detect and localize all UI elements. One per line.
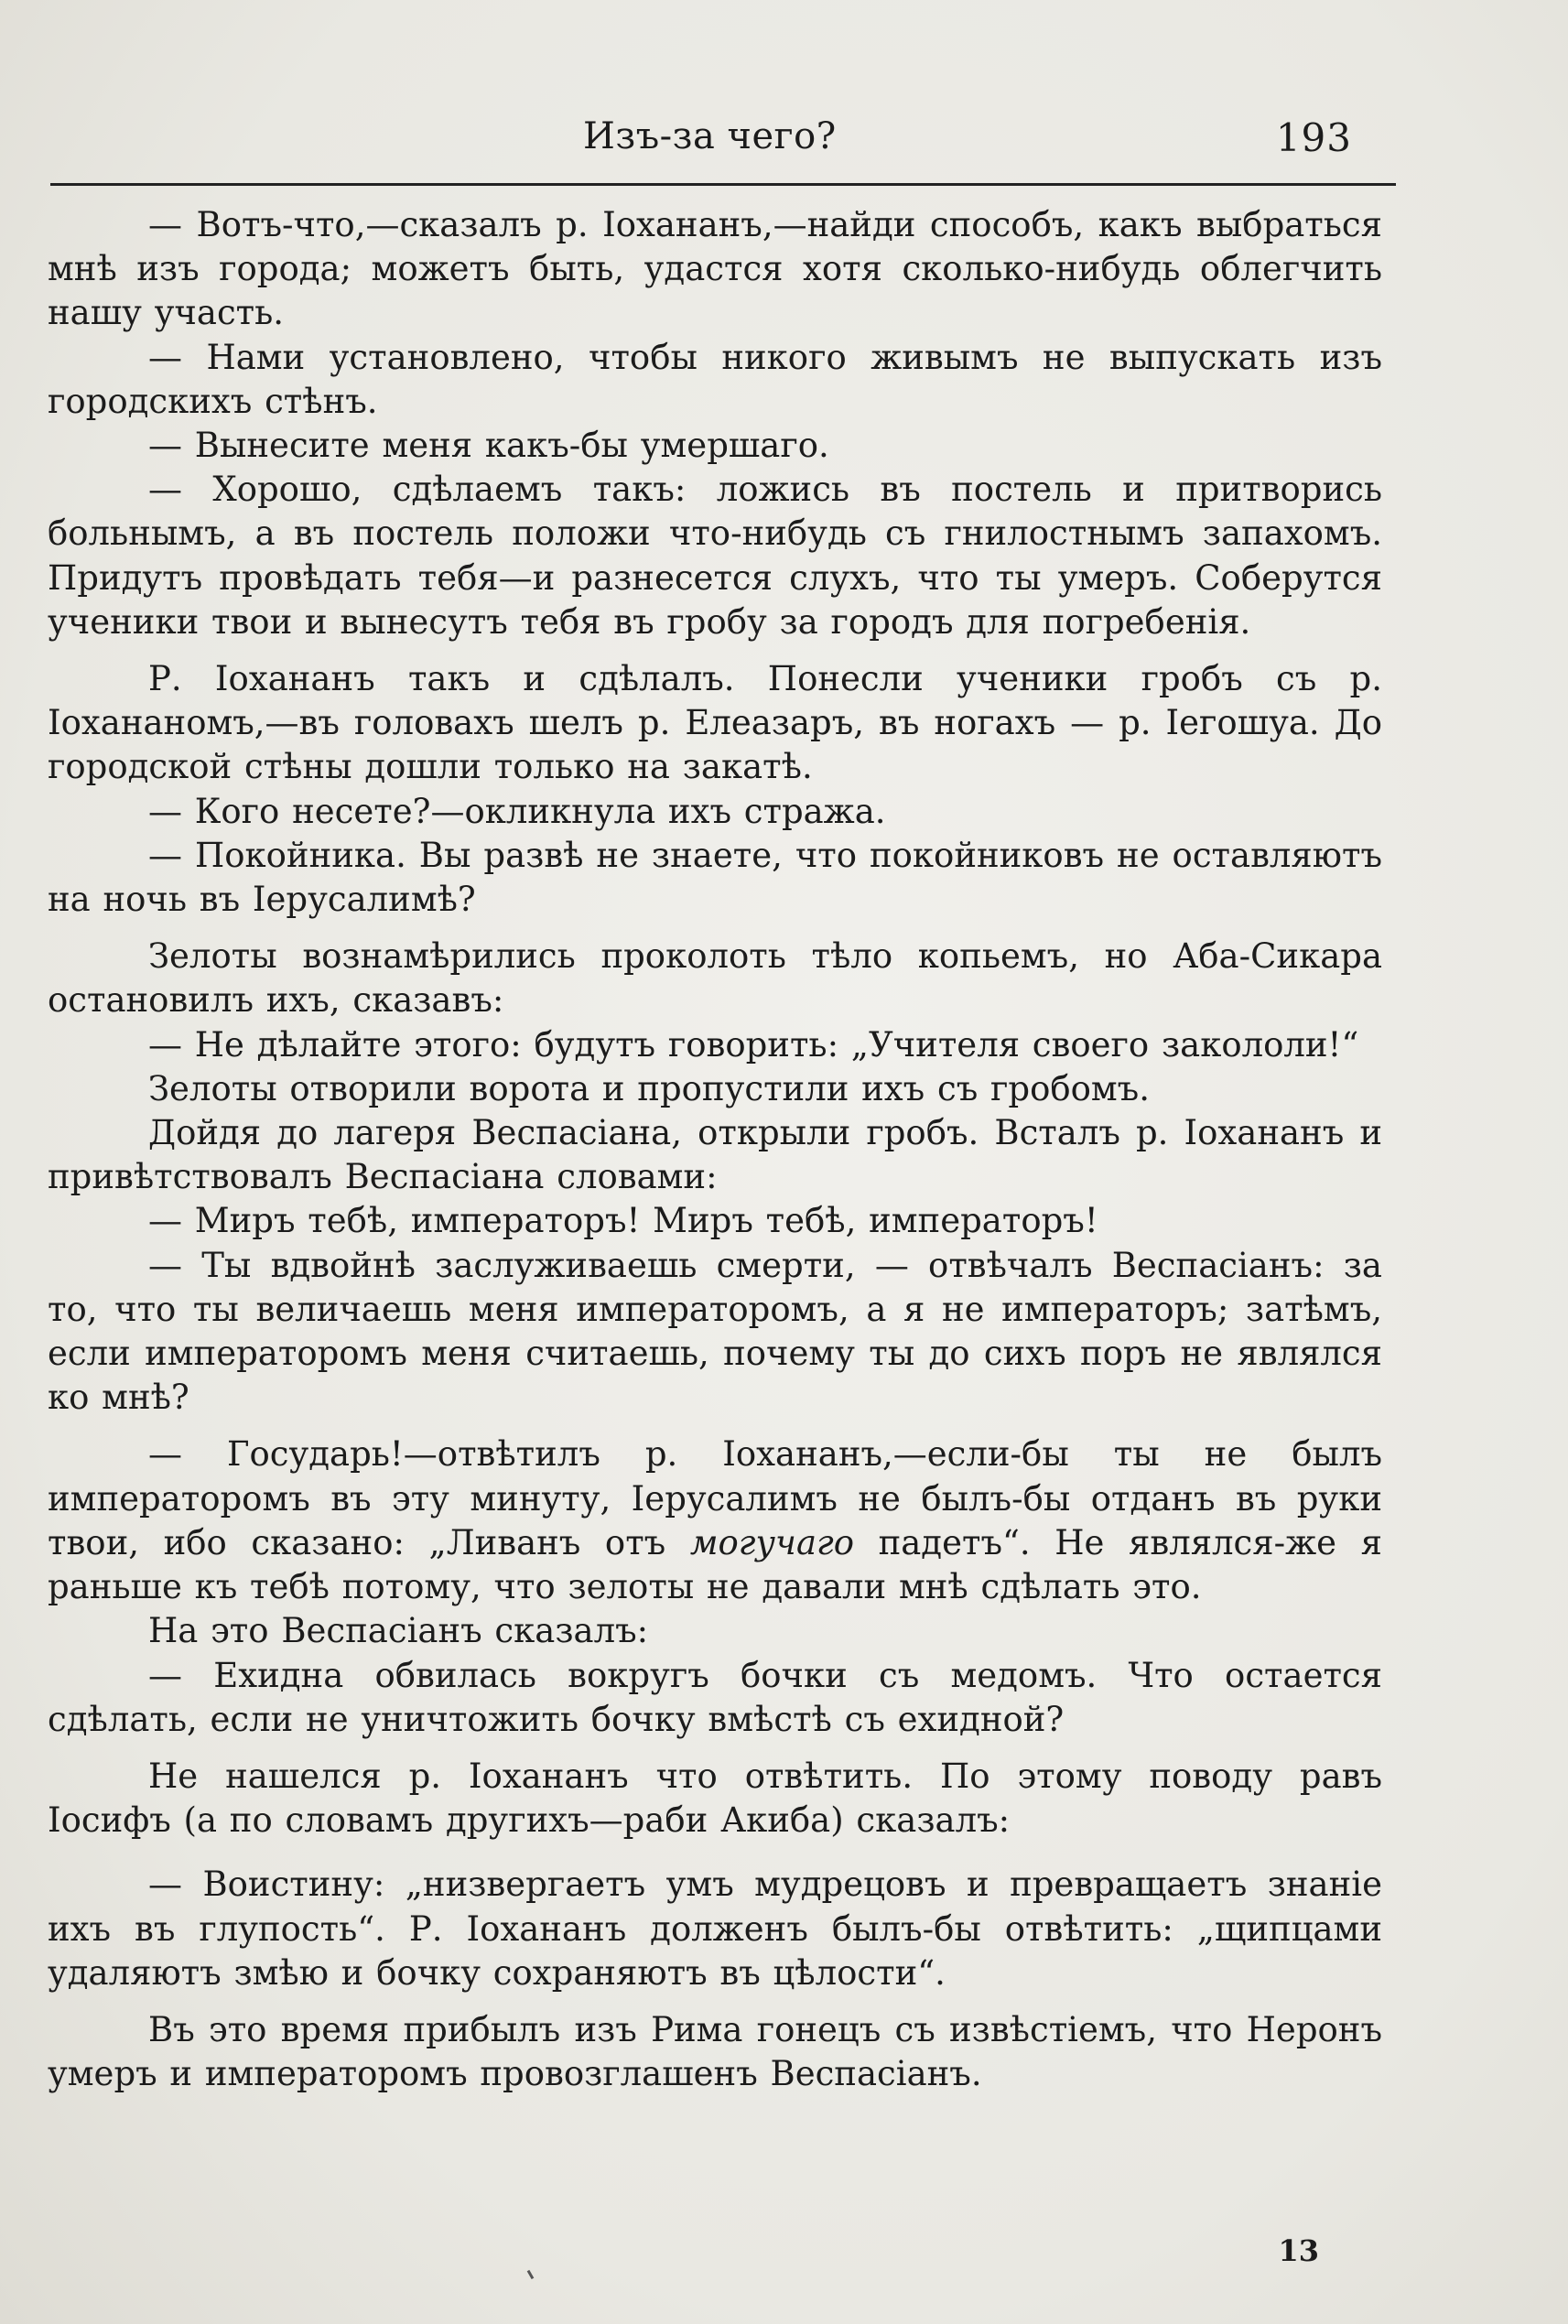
- ink-speck: [527, 2270, 535, 2279]
- paragraph-3: — Вынесите меня какъ-бы умершаго.: [148, 426, 829, 466]
- paragraph-10: Зелоты отворили ворота и пропустили ихъ съ гробомъ.: [148, 1068, 1150, 1108]
- italic-word: могучаго: [689, 1522, 854, 1562]
- paragraph-13: — Ты вдвойнѣ заслуживаешь смерти, — отвѣчалъ Веспасіанъ: за то, что ты величаешь меня императоромъ, а я не императоръ; затѣмъ, если императоромъ меня считаешь, почему ты до сихъ поръ не являлся ко мнѣ?: [48, 1245, 1382, 1418]
- paragraph-2: — Нами установлено, чтобы никого живымъ не выпускать изъ городскихъ стѣнъ.: [48, 337, 1382, 421]
- page-header: [50, 108, 1396, 186]
- paragraph-9: — Не дѣлайте этого: будутъ говорить: „Учителя своего закололи!“: [148, 1024, 1359, 1065]
- paragraph-19: Въ это время прибылъ изъ Рима гонецъ съ извѣстіемъ, что Неронъ умеръ и императоромъ провозглашенъ Веспасіанъ.: [48, 2009, 1382, 2094]
- signature-mark: 13: [1278, 2233, 1319, 2268]
- paragraph-16: — Ехидна обвилась вокругъ бочки съ медомъ. Что остается сдѣлать, если не уничтожить бочку вмѣстѣ съ ехидной?: [48, 1655, 1382, 1739]
- paragraph-5: Р. Іохананъ такъ и сдѣлалъ. Понесли ученики гробъ съ р. Іохананомъ,—въ головахъ шелъ р. Елеазаръ, въ ногахъ — р. Іегошуа. До городской стѣны дошли только на закатѣ.: [48, 659, 1382, 787]
- paragraph-14-part-1: — Государь!—отвѣтилъ р. Іохананъ,—если-бы ты не былъ императоромъ въ эту минуту, Іерусалимъ не былъ-бы отданъ въ руки твои, ибо сказано: „Ливанъ отъ: [48, 1434, 1382, 1562]
- paragraph-8: Зелоты вознамѣрились проколоть тѣло копьемъ, но Аба-Сикара остановилъ ихъ, сказавъ:: [48, 936, 1382, 1021]
- paragraph-11: Дойдя до лагеря Веспасіана, открыли гробъ. Всталъ р. Іохананъ и привѣтствовалъ Веспасіана словами:: [48, 1113, 1382, 1197]
- paragraph-12: — Миръ тебѣ, императоръ! Миръ тебѣ, императоръ!: [148, 1201, 1098, 1241]
- paragraph-1: — Вотъ-что,—сказалъ р. Іохананъ,—найди способъ, какъ выбраться мнѣ изъ города; можетъ быть, удастся хотя сколько-нибудь облегчить нашу участь.: [48, 205, 1382, 333]
- paragraph-7: — Покойника. Вы развѣ не знаете, что покойниковъ не оставляютъ на ночь въ Іерусалимѣ?: [48, 835, 1382, 920]
- paragraph-14: [48, 1432, 1382, 1609]
- paragraph-18: — Воистину: „низвергаетъ умъ мудрецовъ и превращаетъ знаніе ихъ въ глупость“. Р. Іохананъ долженъ былъ-бы отвѣтить: „щипцами удаляютъ змѣю и бочку сохраняютъ въ цѣлости“.: [48, 1865, 1382, 1993]
- paragraph-17: Не нашелся р. Іохананъ что отвѣтить. По этому поводу равъ Іосифъ (а по словамъ другихъ—раби Акиба) сказалъ:: [48, 1756, 1382, 1841]
- page-number: 193: [1275, 115, 1352, 160]
- body-text: [48, 203, 1382, 2096]
- paragraph-4: — Хорошо, сдѣлаемъ такъ: ложись въ постель и притворись больнымъ, а въ постель положи что-нибудь съ гнилостнымъ запахомъ. Придутъ провѣдать тебя—и разнесется слухъ, что ты умеръ. Соберутся ученики твои и вынесутъ тебя въ гробу за городъ для погребенія.: [48, 470, 1382, 642]
- paragraph-6: — Кого несете?—окликнула ихъ стража.: [148, 791, 886, 831]
- paragraph-14-part-2: падетъ“. Не являлся-же я раньше къ тебѣ потому, что зелоты не давали мнѣ сдѣлать это.: [48, 1522, 1382, 1607]
- paragraph-15: На это Веспасіанъ сказалъ:: [148, 1611, 649, 1651]
- running-title: Изъ-за чего?: [583, 115, 837, 157]
